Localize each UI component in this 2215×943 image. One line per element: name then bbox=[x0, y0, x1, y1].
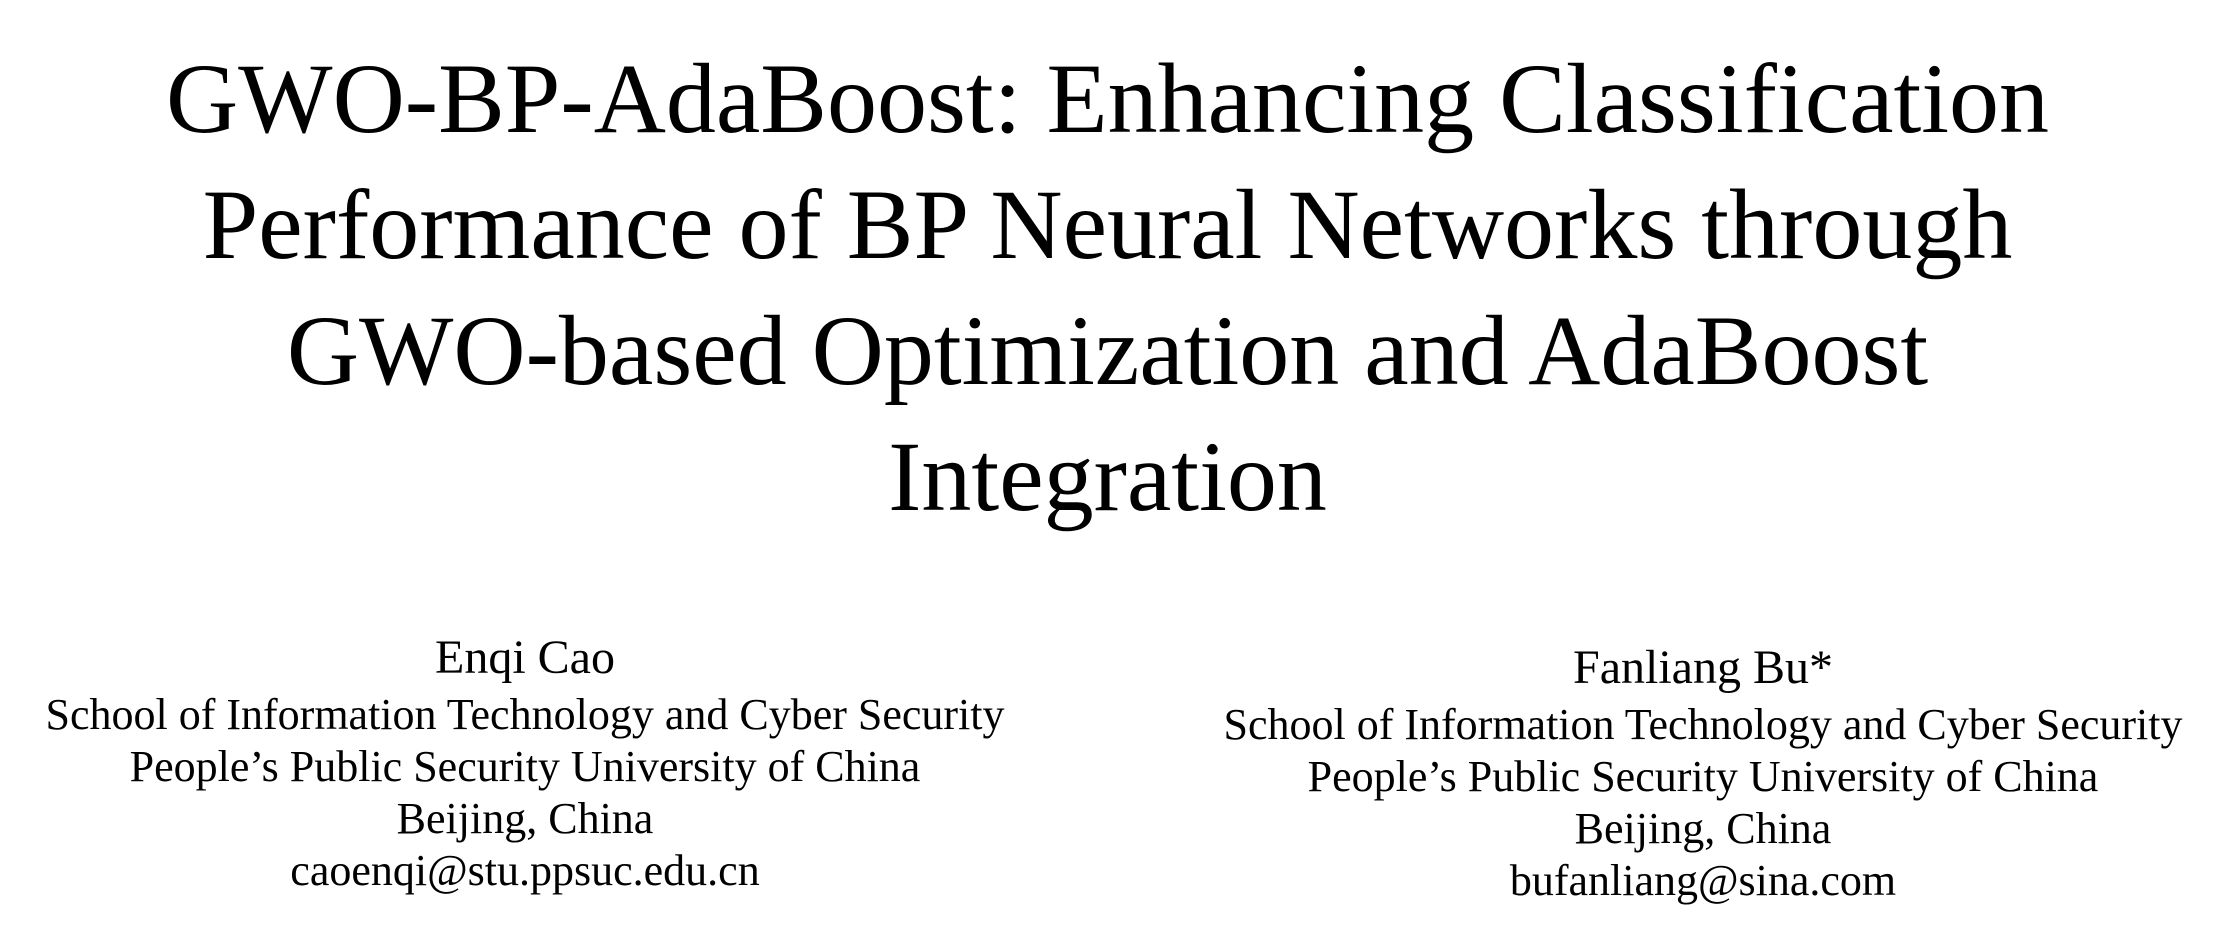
author-email: bufanliang@sina.com bbox=[1509, 856, 1897, 905]
author-location: Beijing, China bbox=[1574, 804, 1832, 853]
author-name: Fanliang Bu* bbox=[1573, 641, 1833, 694]
author-institution: People’s Public Security University of China bbox=[129, 742, 921, 791]
title-line: Integration bbox=[888, 421, 1327, 532]
title-line: Performance of BP Neural Networks through bbox=[202, 169, 2013, 280]
author-institution: People’s Public Security University of China bbox=[1307, 752, 2099, 801]
author-department: School of Information Technology and Cyber Security bbox=[45, 690, 1005, 739]
author-name: Enqi Cao bbox=[435, 631, 615, 684]
author-department: School of Information Technology and Cyber Security bbox=[1223, 700, 2183, 749]
author-location: Beijing, China bbox=[396, 794, 654, 843]
author-block-2 bbox=[1208, 638, 2198, 907]
author-block-1 bbox=[30, 628, 1020, 897]
title-line: GWO-BP-AdaBoost: Enhancing Classification bbox=[165, 43, 2050, 154]
paper-title bbox=[0, 36, 2215, 540]
author-email: caoenqi@stu.ppsuc.edu.cn bbox=[290, 846, 760, 895]
title-line: GWO-based Optimization and AdaBoost bbox=[286, 295, 1929, 406]
